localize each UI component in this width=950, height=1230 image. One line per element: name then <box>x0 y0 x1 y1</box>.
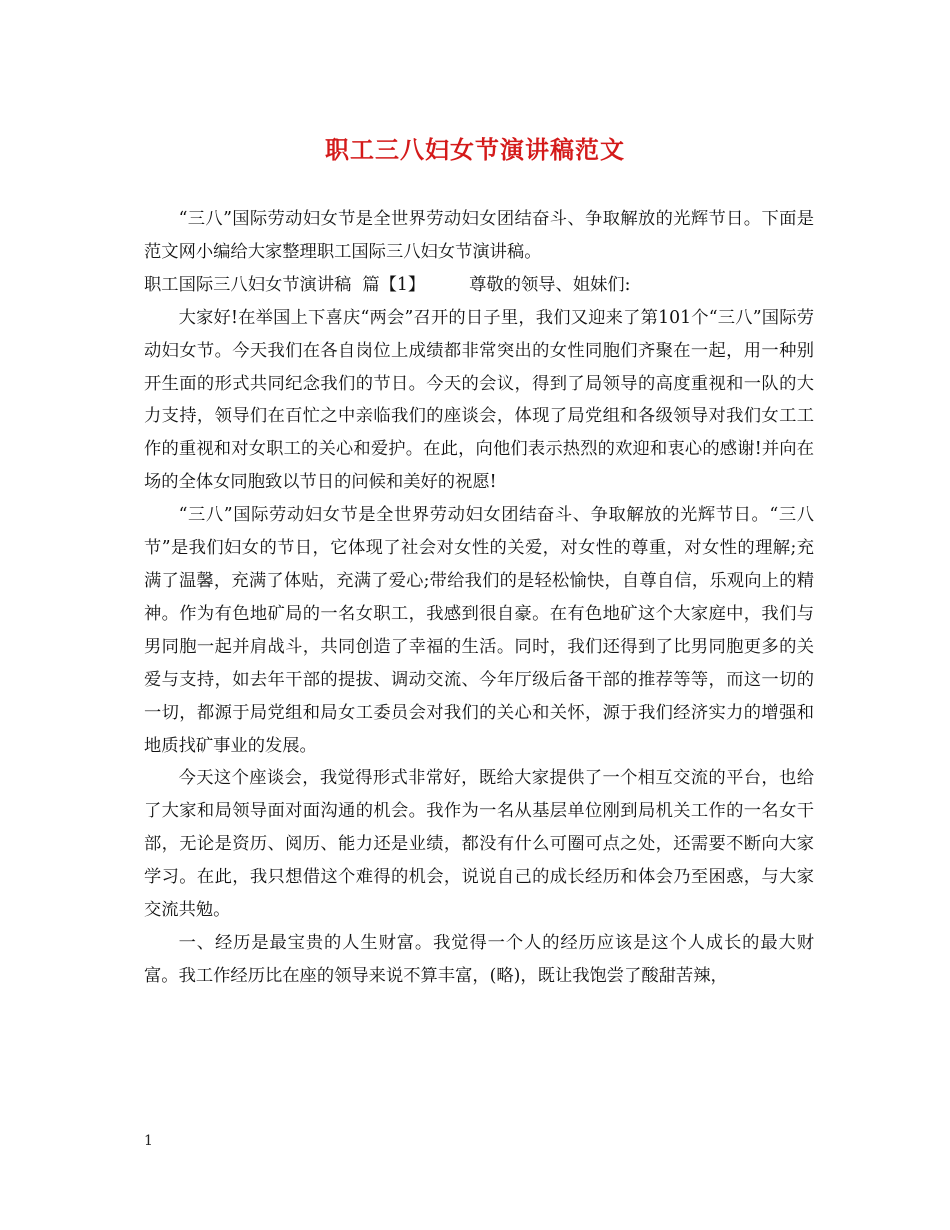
paragraph-forum: 今天这个座谈会，我觉得形式非常好，既给大家提供了一个相互交流的平台，也给了大家和局领导面对面沟通的机会。我作为一名从基层单位刚到局机关工作的一名女干部，无论是资历、阅历、能力还是业绩，都没有什么可圈可点之处，还需要不断向大家学习。在此，我只想借这个难得的机会，说说自己的成长经历和体会乃至困惑，与大家交流共勉。 <box>144 768 814 921</box>
document-body <box>144 203 814 993</box>
page-number: 1 <box>144 1133 153 1149</box>
paragraph-festival: “三八”国际劳动妇女节是全世界劳动妇女团结奋斗、争取解放的光辉节日。“三八节”是我们妇女的节日，它体现了社会对女性的关爱，对女性的尊重，对女性的理解;充满了温馨，充满了体贴，充满了爱心;带给我们的是轻松愉快，自尊自信，乐观向上的精神。作为有色地矿局的一名女职工，我感到很自豪。在有色地矿这个大家庭中，我们与男同胞一起并肩战斗，共同创造了幸福的生活。同时，我们还得到了比男同胞更多的关爱与支持，如去年干部的提拔、调动交流、今年厅级后备干部的推荐等等，而这一切的一切，都源于局党组和局女工委员会对我们的关心和关怀，源于我们经济实力的增强和地质找矿事业的发展。 <box>144 505 814 756</box>
document-title: 职工三八妇女节演讲稿范文 <box>325 135 625 164</box>
paragraph-experience: 一、经历是最宝贵的人生财富。我觉得一个人的经历应该是这个人成长的最大财富。我工作经历比在座的领导来说不算丰富，(略)，既让我饱尝了酸甜苦辣， <box>144 932 814 986</box>
paragraph-greeting: 大家好!在举国上下喜庆“两会”召开的日子里，我们又迎来了第101个“三八”国际劳动妇女节。今天我们在各自岗位上成绩都非常突出的女性同胞们齐聚在一起，用一种别开生面的形式共同纪念我们的节日。今天的会议，得到了局领导的高度重视和一队的大力支持，领导们在百忙之中亲临我们的座谈会，体现了局党组和各级领导对我们女工工作的重视和对女职工的关心和爱护。在此，向他们表示热烈的欢迎和衷心的感谢!并向在场的全体女同胞致以节日的问候和美好的祝愿! <box>144 307 814 493</box>
paragraph-heading-line: 职工国际三八妇女节演讲稿 篇【1】 尊敬的领导、姐妹们: <box>144 274 631 295</box>
paragraph-intro: “三八”国际劳动妇女节是全世界劳动妇女团结奋斗、争取解放的光辉节日。下面是范文网小编给大家整理职工国际三八妇女节演讲稿。 <box>144 209 814 262</box>
